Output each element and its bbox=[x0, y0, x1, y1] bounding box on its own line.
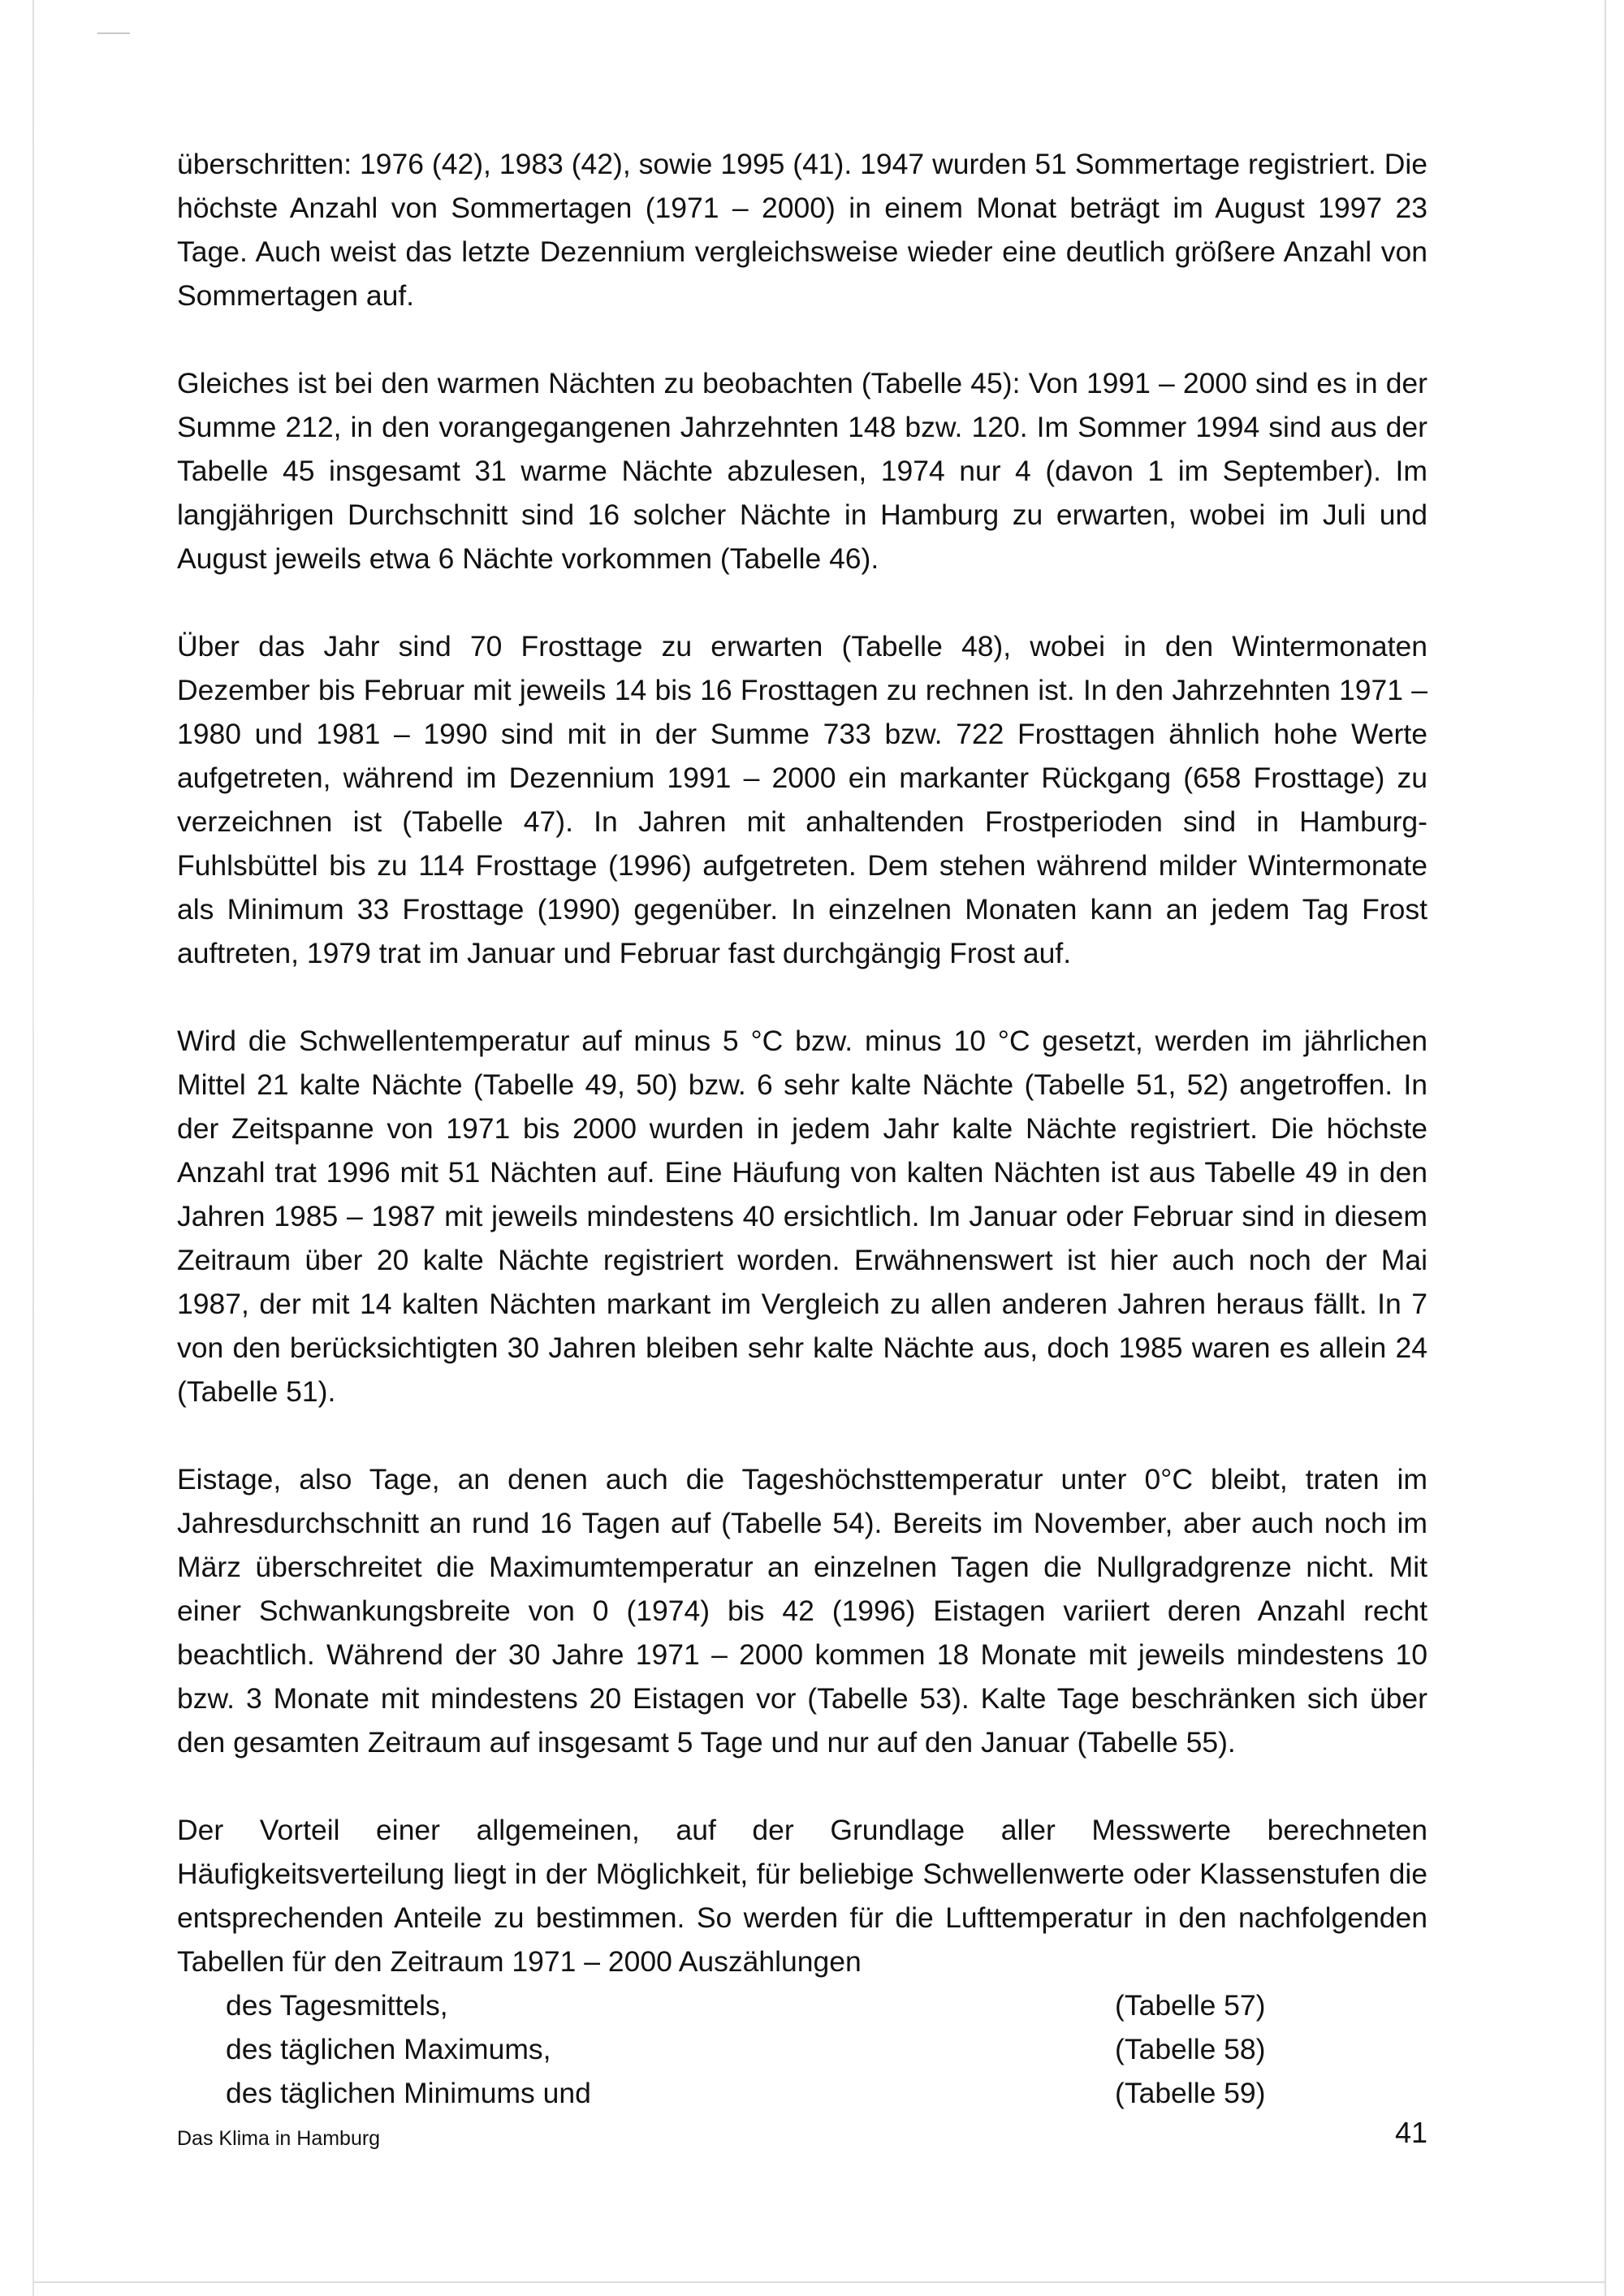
paragraph-frequency-distribution: Der Vorteil einer allgemeinen, auf der Grundlage aller Messwerte berechneten Häufigkeitsverteilung liegt in der Möglichkeit, für beliebige Schwellenwerte oder Klassenstufen die entsprechenden Anteile zu bestimmen. So werden für die Lufttemperatur in den nachfolgenden Tabellen für den Zeitraum 1971 – 2000 Auszählungen bbox=[177, 1814, 1427, 1978]
list-item bbox=[177, 2071, 1427, 2115]
list-item-label: des täglichen Maximums, bbox=[226, 2033, 551, 2065]
list-item bbox=[177, 2027, 1427, 2071]
scan-edge-left bbox=[32, 0, 34, 2296]
paragraph-frost-days: Über das Jahr sind 70 Frosttage zu erwarten (Tabelle 48), wobei in den Wintermonaten Dezember bis Februar mit jeweils 14 bis 16 Frosttagen zu rechnen ist. In den Jahrzehnten 1971 – 1980 und 1981 – 1990 sind mit in der Summe 733 bzw. 722 Frosttagen ähnlich hohe Werte aufgetreten, während im Dezennium 1991 – 2000 ein markanter Rückgang (658 Frosttage) zu verzeichnen ist (Tabelle 47). In Jahren mit anhaltenden Frostperioden sind in Hamburg-Fuhlsbüttel bis zu 114 Frosttage (1996) aufgetreten. Dem stehen während milder Wintermonate als Minimum 33 Frosttage (1990) gegenüber. In einzelnen Monaten kann an jedem Tag Frost auftreten, 1979 trat im Januar und Februar fast durchgängig Frost auf. bbox=[177, 630, 1427, 969]
paragraph-ice-days: Eistage, also Tage, an denen auch die Tageshöchsttemperatur unter 0°C bleibt, traten im Jahresdurchschnitt an rund 16 Tagen auf (Tabelle 54). Bereits im November, aber auch noch im März überschreitet die Maximumtemperatur an einzelnen Tagen die Nullgradgrenze nicht. Mit einer Schwankungsbreite von 0 (1974) bis 42 (1996) Eistagen variiert deren Anzahl recht beachtlich. Während der 30 Jahre 1971 – 2000 kommen 18 Monate mit jeweils mindestens 10 bzw. 3 Monate mit mindestens 20 Eistagen vor (Tabelle 53). Kalte Tage beschränken sich über den gesamten Zeitraum auf insgesamt 5 Tage und nur auf den Januar (Tabelle 55). bbox=[177, 1463, 1427, 1759]
body-text bbox=[177, 142, 1427, 2115]
paragraph-warm-nights: Gleiches ist bei den warmen Nächten zu beobachten (Tabelle 45): Von 1991 – 2000 sind es in der Summe 212, in den vorangegangenen Jahrzehnten 148 bzw. 120. Im Sommer 1994 sind aus der Tabelle 45 insgesamt 31 warme Nächte abzulesen, 1974 nur 4 (davon 1 im September). Im langjährigen Durchschnitt sind 16 solcher Nächte in Hamburg zu erwarten, wobei im Juli und August jeweils etwa 6 Nächte vorkommen (Tabelle 46). bbox=[177, 367, 1427, 575]
scan-mark-top bbox=[97, 32, 130, 34]
list-item-table-ref: (Tabelle 59) bbox=[1115, 2077, 1266, 2109]
list-item bbox=[177, 1983, 1427, 2027]
list-item-label: des Tagesmittels, bbox=[226, 1989, 448, 2022]
list-item-table-ref: (Tabelle 58) bbox=[1115, 2033, 1266, 2065]
paragraph-cold-nights: Wird die Schwellentemperatur auf minus 5 °C bzw. minus 10 °C gesetzt, werden im jährlichen Mittel 21 kalte Nächte (Tabelle 49, 50) bzw. 6 sehr kalte Nächte (Tabelle 51, 52) angetroffen. In der Zeitspanne von 1971 bis 2000 wurden in jedem Jahr kalte Nächte registriert. Die höchste Anzahl trat 1996 mit 51 Nächten auf. Eine Häufung von kalten Nächten ist aus Tabelle 49 in den Jahren 1985 – 1987 mit jeweils mindestens 40 ersichtlich. Im Januar oder Februar sind in diesem Zeitraum über 20 kalte Nächte registriert worden. Erwähnenswert ist hier auch noch der Mai 1987, der mit 14 kalten Nächten markant im Vergleich zu allen anderen Jahren heraus fällt. In 7 von den berücksichtigten 30 Jahren bleiben sehr kalte Nächte aus, doch 1985 waren es allein 24 (Tabelle 51). bbox=[177, 1025, 1427, 1408]
paragraph-summer-days: überschritten: 1976 (42), 1983 (42), sowie 1995 (41). 1947 wurden 51 Sommertage registriert. Die höchste Anzahl von Sommertagen (1971 – 2000) in einem Monat beträgt im August 1997 23 Tage. Auch weist das letzte Dezennium vergleichsweise wieder eine deutlich größere Anzahl von Sommertagen auf. bbox=[177, 148, 1427, 312]
table-reference-list bbox=[177, 1983, 1427, 2115]
page-number: 41 bbox=[1394, 2116, 1427, 2149]
footer-title: Das Klima in Hamburg bbox=[177, 2127, 381, 2150]
list-item-table-ref: (Tabelle 57) bbox=[1115, 1989, 1266, 2022]
scan-edge-right bbox=[1605, 0, 1606, 2296]
scan-edge-bottom bbox=[32, 2281, 1605, 2283]
list-item-label: des täglichen Minimums und bbox=[226, 2077, 591, 2109]
